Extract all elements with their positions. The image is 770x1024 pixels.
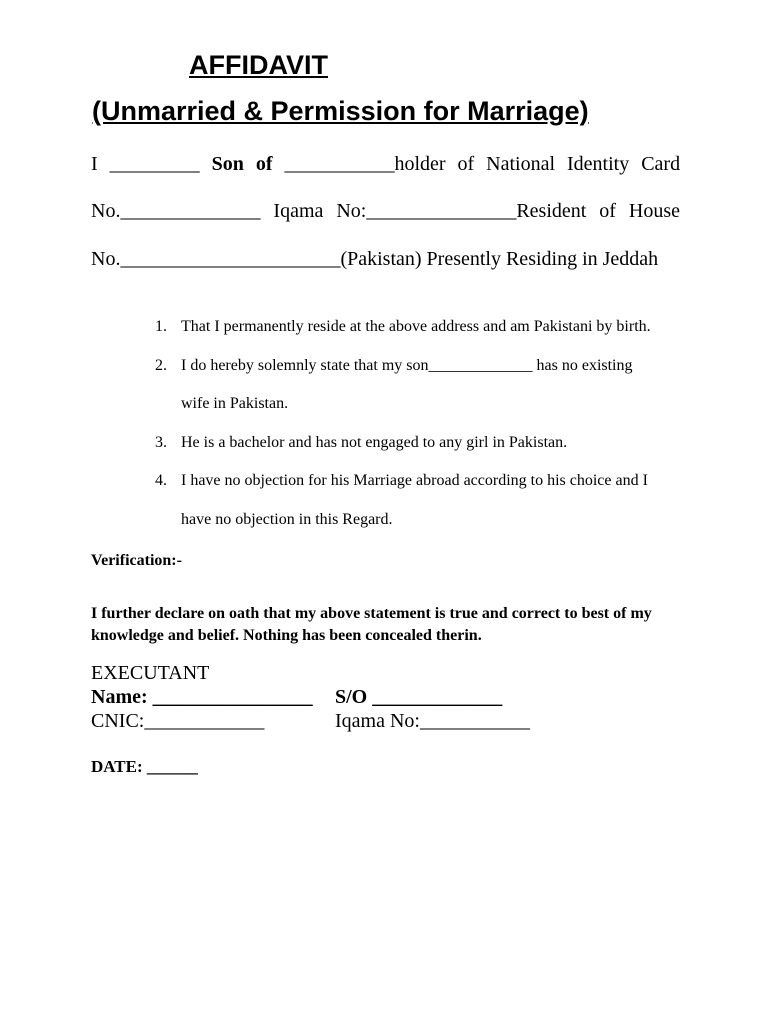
intro-line-1 <box>91 152 680 176</box>
list-item <box>155 308 675 347</box>
item-text: He is a bachelor and has not engaged to any girl in Pakistan. <box>181 433 568 451</box>
document-title: AFFIDAVIT <box>189 50 328 80</box>
item-continuation: have no objection in this Regard. <box>181 510 393 528</box>
item-number: 3. <box>155 433 167 451</box>
nic-number-blank: No.______________ <box>91 200 261 222</box>
so-field: S/O _____________ <box>335 686 503 708</box>
statement-list <box>155 308 675 539</box>
item-number: 4. <box>155 472 167 489</box>
name-field: Name: ________________ <box>91 686 313 708</box>
item-number: 1. <box>155 318 167 335</box>
document-subtitle: (Unmarried & Permission for Marriage) <box>92 96 589 126</box>
list-item <box>155 462 675 501</box>
intro-word: National <box>486 153 556 175</box>
item-number: 2. <box>155 356 167 374</box>
iqama-number-blank: No:_______________Resident <box>336 200 587 222</box>
intro-line-3 <box>91 247 680 271</box>
intro-word: Iqama <box>273 200 324 222</box>
item-text: That I permanently reside at the above address and am Pakistani by birth. <box>181 318 651 335</box>
intro-word: Card <box>641 153 681 175</box>
name-blank: _________ <box>109 153 200 175</box>
item-text: I have no objection for his Marriage abroad according to his choice and I <box>181 472 648 489</box>
father-name-blank: ___________holder <box>284 153 446 175</box>
executant-row <box>91 709 530 733</box>
item-text: I do hereby solemnly state that my son_____________ has no existing <box>181 356 633 374</box>
intro-word: House <box>628 200 681 222</box>
iqama-field: Iqama No:___________ <box>335 710 530 732</box>
executant-block <box>91 661 530 733</box>
intro-word: Identity <box>567 153 630 175</box>
house-number-line: No.______________________(Pakistan) Presently Residing in Jeddah <box>91 248 659 270</box>
list-item <box>155 347 675 386</box>
verification-statement: I further declare on oath that my above statement is true and correct to best of my knowledge and belief. Nothing has been concealed therin. <box>91 605 652 644</box>
cnic-field: CNIC:____________ <box>91 710 265 732</box>
intro-word: of <box>457 153 475 175</box>
date-field: DATE: ______ <box>91 757 198 776</box>
item-continuation: wife in Pakistan. <box>181 395 289 412</box>
son-of-label: Son of <box>211 153 273 175</box>
intro-word: of <box>599 200 616 222</box>
executant-heading: EXECUTANT <box>91 662 210 684</box>
executant-row <box>91 685 503 709</box>
verification-label: Verification:- <box>91 552 182 569</box>
intro-line-2 <box>91 199 680 223</box>
list-item <box>155 424 675 463</box>
intro-word: I <box>91 153 98 175</box>
